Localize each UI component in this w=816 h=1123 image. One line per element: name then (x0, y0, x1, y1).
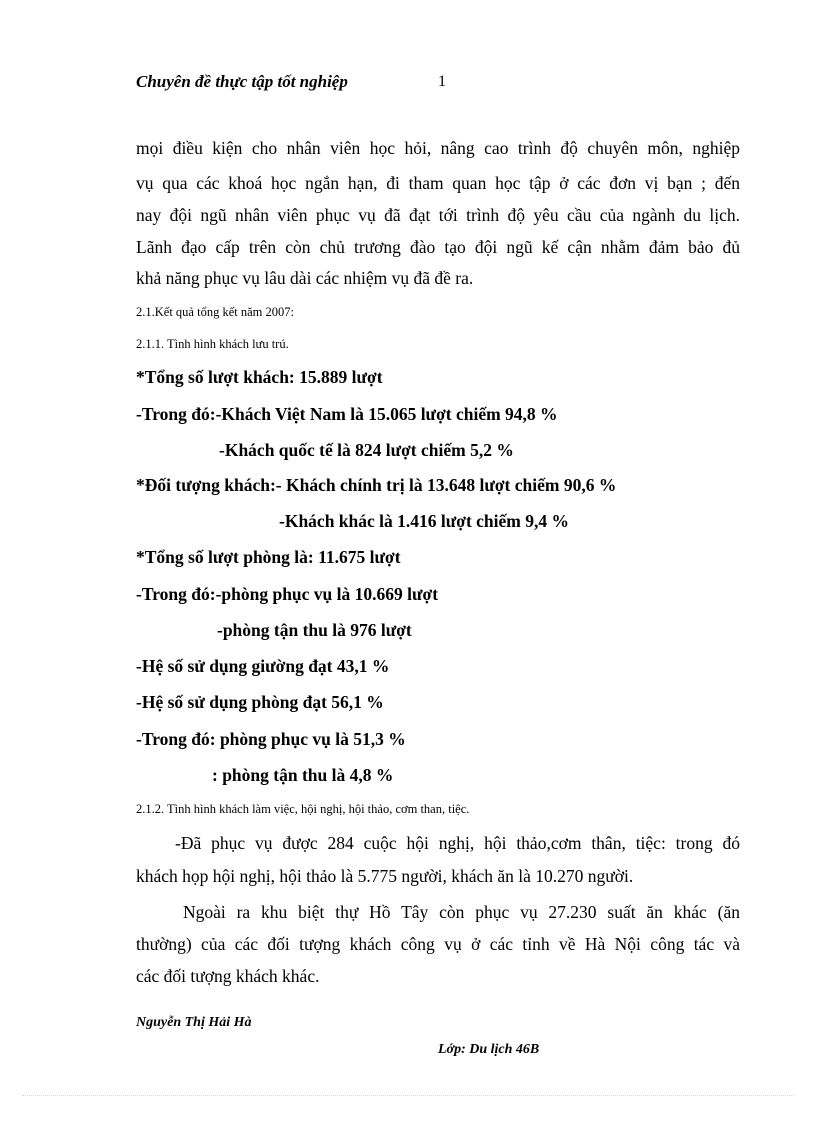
para2-line-1: -Đã phục vụ được 284 cuộc hội nghị, hội thảo,cơm thân, tiệc: trong đó (175, 833, 740, 853)
stat-room-occupancy: -Hệ số sử dụng phòng đạt 56,1 % (136, 692, 384, 712)
page-bottom-rule (22, 1095, 794, 1096)
intro-line-2: vụ qua các khoá học ngắn hạn, đi tham quan học tập ở các đơn vị bạn ; đến (136, 173, 740, 193)
stat-total-rooms: *Tổng số lượt phòng là: 11.675 lượt (136, 547, 401, 567)
stat-foreign-guests: -Khách quốc tế là 824 lượt chiếm 5,2 % (219, 440, 514, 460)
stat-total-guests: *Tổng số lượt khách: 15.889 lượt (136, 367, 383, 387)
header-title: Chuyên đề thực tập tốt nghiệp (136, 72, 348, 91)
section-heading-2-1: 2.1.Kết quả tổng kết năm 2007: (136, 305, 294, 319)
stat-political-guests: *Đối tượng khách:- Khách chính trị là 13.648 lượt chiếm 90,6 % (136, 475, 617, 495)
section-heading-2-1-2: 2.1.2. Tình hình khách làm việc, hội nghị, hội thảo, cơm than, tiệc. (136, 802, 470, 816)
page-number: 1 (438, 73, 446, 90)
para3-line-1: Ngoài ra khu biệt thự Hồ Tây còn phục vụ 27.230 suất ăn khác (ăn (183, 902, 740, 922)
para3-line-3: các đối tượng khách khác. (136, 966, 320, 986)
section-heading-2-1-1: 2.1.1. Tình hình khách lưu trú. (136, 337, 289, 351)
footer-class: Lớp: Du lịch 46B (438, 1042, 540, 1057)
stat-other-guests: -Khách khác là 1.416 lượt chiếm 9,4 % (279, 511, 569, 531)
footer-author: Nguyễn Thị Hải Hà (136, 1015, 252, 1030)
stat-served-rooms: -Trong đó:-phòng phục vụ là 10.669 lượt (136, 584, 439, 604)
stat-bed-occupancy: -Hệ số sử dụng giường đạt 43,1 % (136, 656, 390, 676)
stat-extra-rooms: -phòng tận thu là 976 lượt (217, 620, 412, 640)
intro-line-1: mọi điều kiện cho nhân viên học hỏi, nâng cao trình độ chuyên môn, nghiệp (136, 138, 740, 158)
intro-line-5: khả năng phục vụ lâu dài các nhiệm vụ đã đề ra. (136, 268, 474, 288)
stat-extra-rate: : phòng tận thu là 4,8 % (212, 765, 394, 785)
para2-line-2: khách họp hội nghị, hội thảo là 5.775 người, khách ăn là 10.270 người. (136, 866, 634, 886)
page-header (136, 72, 736, 96)
intro-line-4: Lãnh đạo cấp trên còn chủ trương đào tạo đội ngũ kế cận nhằm đảm bảo đủ (136, 237, 740, 257)
stat-served-rate: -Trong đó: phòng phục vụ là 51,3 % (136, 729, 406, 749)
para3-line-2: thường) của các đối tượng khách công vụ ở các tỉnh về Hà Nội công tác và (136, 934, 740, 954)
stat-vietnamese-guests: -Trong đó:-Khách Việt Nam là 15.065 lượt chiếm 94,8 % (136, 404, 558, 424)
intro-line-3: nay đội ngũ nhân viên phục vụ đã đạt tới trình độ yêu cầu của ngành du lịch. (136, 205, 740, 225)
